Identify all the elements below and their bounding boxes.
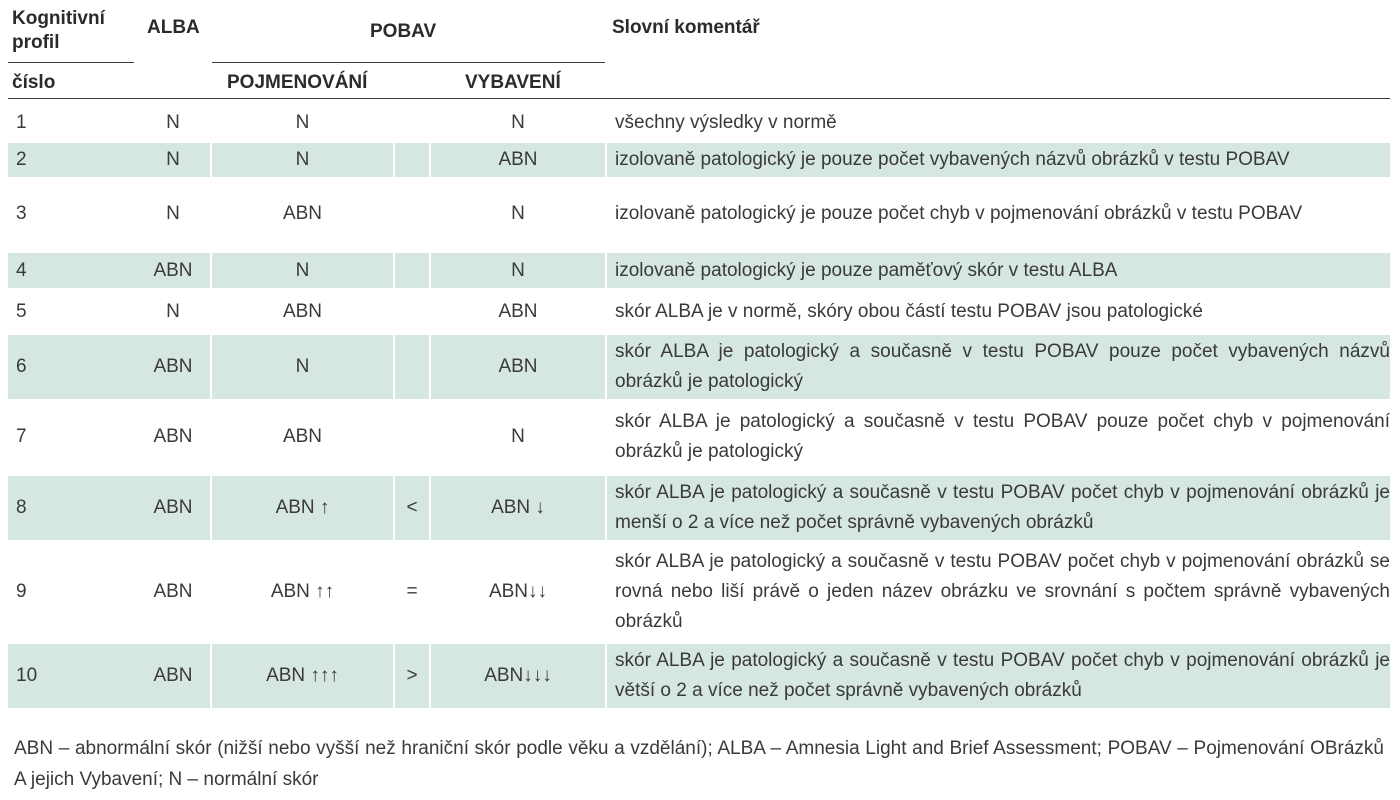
cell-relation: = [406,581,418,602]
cell-comment: skór ALBA je patologický a současně v testu POBAV počet chyb v pojmenování obrázků se rovná nebo liší právě o jeden název obrázku ve srovnání s počtem správně vybavených obrázků [615,551,1390,632]
header-comment: Slovní komentář [612,17,760,38]
cell-alba: ABN [136,335,210,399]
cell-alba: N [166,203,180,224]
cell-naming: N [212,143,393,177]
header-number: číslo [12,72,56,93]
table-row-9 [0,546,1400,638]
cell-number: 9 [16,581,27,602]
cell-relation [395,143,429,177]
table-row-1 [0,106,1400,139]
cell-relation [395,405,429,469]
cell-recall: ABN↓↓↓ [431,644,605,708]
cell-comment: skór ALBA je v normě, skóry obou částí testu POBAV jsou patologické [615,300,1203,322]
cell-recall: ABN ↓ [431,476,605,540]
cell-comment: skór ALBA je patologický a současně v testu POBAV pouze počet chyb v pojmenování obrázků je patologický [615,411,1390,462]
cell-relation [395,182,429,246]
cell-recall: N [511,426,525,447]
cell-naming: ABN ↑↑ [270,581,335,602]
cell-alba: N [136,143,210,177]
table-row-8 [0,476,1400,540]
header-profile: Kognitivní profil [12,8,105,53]
cell-relation [395,106,429,139]
cell-recall: ABN [431,335,605,399]
cell-number: 4 [8,253,142,288]
cell-recall: N [511,111,525,133]
header-recall: VYBAVENÍ [465,72,561,93]
cell-naming: N [212,335,393,399]
cell-comment: všechny výsledky v normě [615,111,837,133]
table-row-3 [0,182,1400,246]
cell-comment: skór ALBA je patologický a současně v testu POBAV pouze počet vybavených názvů obrázků je patologický [607,335,1390,399]
cell-relation: < [395,476,429,540]
cell-recall: N [511,203,525,224]
table-row-7 [0,405,1400,469]
cell-number: 10 [8,644,142,708]
cell-relation [395,253,429,288]
cell-alba: ABN [136,476,210,540]
cell-number: 3 [16,203,27,224]
header-alba: ALBA [147,17,200,38]
cell-alba: ABN [153,581,193,602]
cell-alba: ABN [136,644,210,708]
cell-recall: ABN [431,143,605,177]
cell-naming: ABN [282,300,323,322]
table-row-4 [0,253,1400,288]
cell-number: 6 [8,335,142,399]
header-pobav: POBAV [370,21,437,42]
cell-alba: ABN [136,253,210,288]
table-row-6 [0,335,1400,399]
cell-naming: N [295,111,310,133]
table-row-10 [0,644,1400,708]
cell-recall: ABN↓↓ [488,581,548,602]
table-footnote: ABN – abnormální skór (nižší nebo vyšší než hraniční skór podle věku a vzdělání); ALBA – Amnesia Light and Brief Assessment; POBAV – Pojmenování OBrázků A jejich Vybavení; N – normální skór [14,738,1384,790]
header-naming: POJMENOVÁNÍ [227,72,368,93]
cell-number: 7 [16,426,27,447]
cell-comment: skór ALBA je patologický a současně v testu POBAV počet chyb v pojmenování obrázků je menší o 2 a více než počet správně vybavených obrázků [607,476,1390,540]
table-row-2 [0,143,1400,177]
table-row-5 [0,294,1400,329]
cell-number: 8 [8,476,142,540]
cell-comment: izolovaně patologický je pouze počet vybavených názvů obrázků v testu POBAV [607,143,1390,177]
cell-number: 2 [8,143,142,177]
header-rule-pobav [212,62,605,63]
cell-relation: > [395,644,429,708]
cell-naming: ABN [282,426,323,447]
cell-naming: ABN [282,203,323,224]
cell-alba: N [166,300,180,322]
cell-alba: N [166,111,180,133]
cell-recall: ABN [498,300,538,322]
cell-comment: izolovaně patologický je pouze paměťový skór v testu ALBA [607,253,1390,288]
cell-recall: N [431,253,605,288]
cell-relation [395,335,429,399]
cell-comment: skór ALBA je patologický a současně v testu POBAV počet chyb v pojmenování obrázků je větší o 2 a více než počet správně vybavených obrázků [607,644,1390,708]
cell-number: 1 [16,111,27,133]
cell-naming: N [212,253,393,288]
cell-relation [395,294,429,329]
cell-number: 5 [16,300,27,322]
header-bottom-rule [8,98,1390,99]
cell-naming: ABN ↑ [212,476,393,540]
header-rule-profile [8,62,134,63]
cell-alba: ABN [153,426,193,447]
cell-comment: izolovaně patologický je pouze počet chyb v pojmenování obrázků v testu POBAV [615,203,1303,224]
cell-naming: ABN ↑↑↑ [212,644,393,708]
